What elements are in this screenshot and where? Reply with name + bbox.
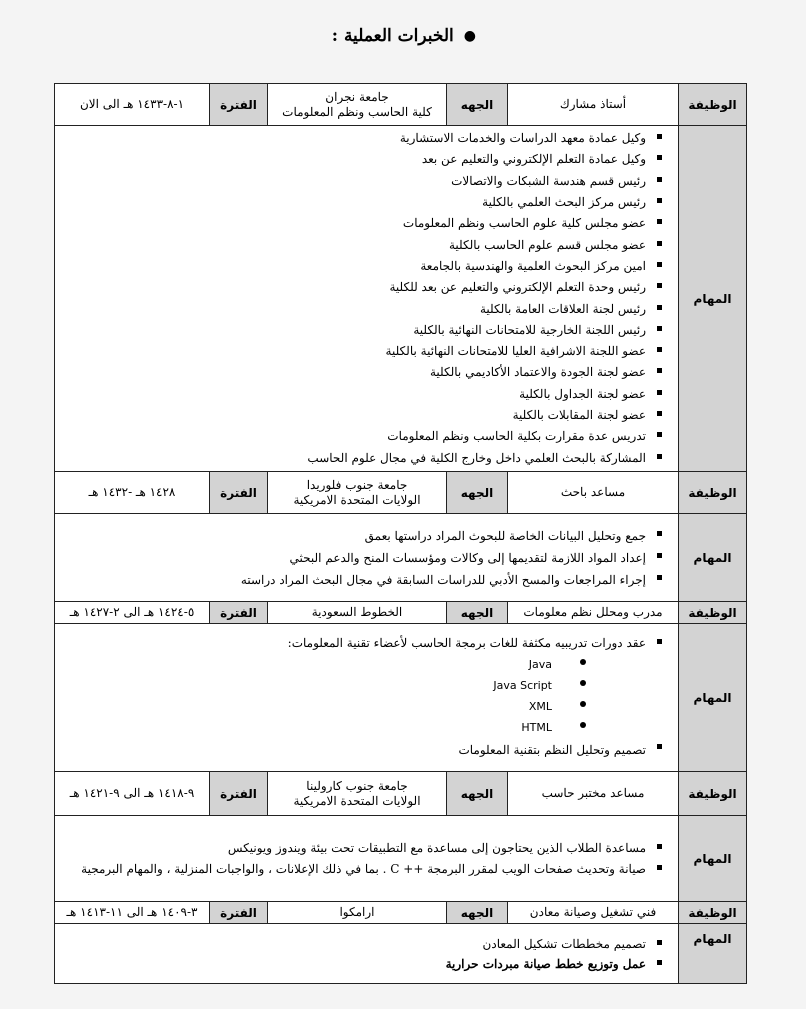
entity-line: الولايات المتحدة الامريكية <box>293 492 421 507</box>
entity-value <box>268 472 447 514</box>
language-item: HTML <box>59 717 594 738</box>
experience-header-row <box>55 772 747 816</box>
task-item: عضو لجنة الجداول بالكلية <box>59 384 664 405</box>
task-item: رئيس مركز البحث العلمي بالكلية <box>59 192 664 213</box>
entity-value <box>268 772 447 816</box>
experience-header-row <box>55 472 747 514</box>
entity-value <box>268 84 447 126</box>
job-title: مدرب ومحلل نظم معلومات <box>508 602 679 624</box>
entity-line: جامعة نجران <box>325 89 389 104</box>
task-item: رئيس قسم هندسة الشبكات والاتصالات <box>59 171 664 192</box>
job-title: أستاذ مشارك <box>508 84 679 126</box>
job-label: الوظيفة <box>679 772 747 816</box>
language-item: XML <box>59 696 594 717</box>
experience-tasks-row <box>55 126 747 472</box>
experience-tasks-row <box>55 514 747 602</box>
tasks-cell <box>55 816 679 902</box>
job-label: الوظيفة <box>679 472 747 514</box>
task-item: عضو مجلس كلية علوم الحاسب ونظم المعلومات <box>59 213 664 234</box>
entity-value: الخطوط السعودية <box>268 602 447 624</box>
task-item: صيانة وتحديث صفحات الويب لمقرر البرمجة ++ C . بما في ذلك الإعلانات ، والواجبات المنزلية ، والمهام البرمجية <box>59 859 664 880</box>
period-label: الفترة <box>210 902 268 924</box>
experience-tasks-row <box>55 924 747 984</box>
experience-header-row <box>55 902 747 924</box>
period-label: الفترة <box>210 602 268 624</box>
period-value: ١٤٢٨ هـ -١٤٣٢ هـ <box>55 472 210 514</box>
entity-label: الجهه <box>447 84 508 126</box>
entity-line: جامعة جنوب فلوريدا <box>306 477 408 492</box>
task-item: عضو لجنة المقابلات بالكلية <box>59 405 664 426</box>
experience-tasks-row <box>55 816 747 902</box>
tasks-label: المهام <box>679 514 747 602</box>
experience-tasks-row <box>55 624 747 772</box>
tasks-label: المهام <box>679 624 747 772</box>
task-item: رئيس وحدة التعلم الإلكتروني والتعليم عن بعد للكلية <box>59 277 664 298</box>
task-item: مساعدة الطلاب الذين يحتاجون إلى مساعدة مع التطبيقات تحت بيئة ويندوز ويونيكس <box>59 838 664 859</box>
task-item: وكيل عمادة التعلم الإلكتروني والتعليم عن بعد <box>59 149 664 170</box>
period-label: الفترة <box>210 472 268 514</box>
entity-value: ارامكوا <box>268 902 447 924</box>
job-title: مساعد باحث <box>508 472 679 514</box>
task-item: المشاركة بالبحث العلمي داخل وخارج الكلية في مجال علوم الحاسب <box>59 448 664 469</box>
tasks-cell <box>55 514 679 602</box>
entity-line: الولايات المتحدة الامريكية <box>293 793 421 808</box>
period-label: الفترة <box>210 84 268 126</box>
experience-table <box>54 83 747 984</box>
job-label: الوظيفة <box>679 84 747 126</box>
entity-label: الجهه <box>447 772 508 816</box>
entity-line: جامعة جنوب كارولينا <box>306 778 408 793</box>
task-item: رئيس لجنة العلاقات العامة بالكلية <box>59 299 664 320</box>
task-item: تدريس عدة مقرارت بكلية الحاسب ونظم المعلومات <box>59 426 664 447</box>
task-item: تصميم مخططات تشكيل المعادن <box>59 934 664 954</box>
tasks-cell <box>55 624 679 772</box>
task-item: وكيل عمادة معهد الدراسات والخدمات الاستشارية <box>59 128 664 149</box>
task-item: امين مركز البحوث العلمية والهندسية بالجامعة <box>59 256 664 277</box>
section-heading <box>332 26 476 46</box>
period-label: الفترة <box>210 772 268 816</box>
tasks-cell <box>55 126 679 472</box>
task-item: عمل وتوزيع خطط صيانة مبردات حرارية <box>59 954 664 974</box>
task-item: عضو اللجنة الاشرافية العليا للامتحانات النهائية بالكلية <box>59 341 664 362</box>
entity-label: الجهه <box>447 602 508 624</box>
experience-header-row <box>55 84 747 126</box>
section-title: الخبرات العملية : <box>331 26 454 46</box>
job-label: الوظيفة <box>679 602 747 624</box>
task-item: عقد دورات تدريبيه مكثفة للغات برمجة الحاسب لأعضاء تقنية المعلومات: <box>59 633 664 654</box>
tasks-label: المهام <box>679 126 747 472</box>
period-value: ٣-١٤٠٩ هـ الى ١١-١٤١٣ هـ <box>55 902 210 924</box>
tasks-label: المهام <box>679 924 747 984</box>
task-item: إعداد المواد اللازمة لتقديمها إلى وكالات ومؤسسات المنح والدعم البحثي <box>59 547 664 569</box>
tasks-cell <box>55 924 679 984</box>
language-item: Java Script <box>59 675 594 696</box>
tasks-label: المهام <box>679 816 747 902</box>
job-title: مساعد مختبر حاسب <box>508 772 679 816</box>
task-item: رئيس اللجنة الخارجية للامتحانات النهائية بالكلية <box>59 320 664 341</box>
experience-header-row <box>55 602 747 624</box>
task-item: تصميم وتحليل النظم بتقنية المعلومات <box>59 738 664 762</box>
bullet-icon: ● <box>463 28 476 44</box>
entity-label: الجهه <box>447 902 508 924</box>
task-item: إجراء المراجعات والمسح الأدبي للدراسات السابقة في مجال البحث المراد دراسته <box>59 569 664 591</box>
languages-list <box>59 654 674 738</box>
language-item: Java <box>59 654 594 675</box>
period-value: ٩-١٤١٨ هـ الى ٩-١٤٢١ هـ <box>55 772 210 816</box>
period-value: ٥-١٤٢٤ هـ الى ٢-١٤٢٧ هـ <box>55 602 210 624</box>
task-item: جمع وتحليل البيانات الخاصة للبحوث المراد دراستها بعمق <box>59 525 664 547</box>
entity-line: كلية الحاسب ونظم المعلومات <box>282 104 432 119</box>
job-title: فني تشغيل وصيانة معادن <box>508 902 679 924</box>
job-label: الوظيفة <box>679 902 747 924</box>
period-value: ١-٨-١٤٣٣ هـ الى الان <box>55 84 210 126</box>
task-item: عضو لجنة الجودة والاعتماد الأكاديمي بالكلية <box>59 362 664 383</box>
entity-label: الجهه <box>447 472 508 514</box>
task-item: عضو مجلس قسم علوم الحاسب بالكلية <box>59 235 664 256</box>
